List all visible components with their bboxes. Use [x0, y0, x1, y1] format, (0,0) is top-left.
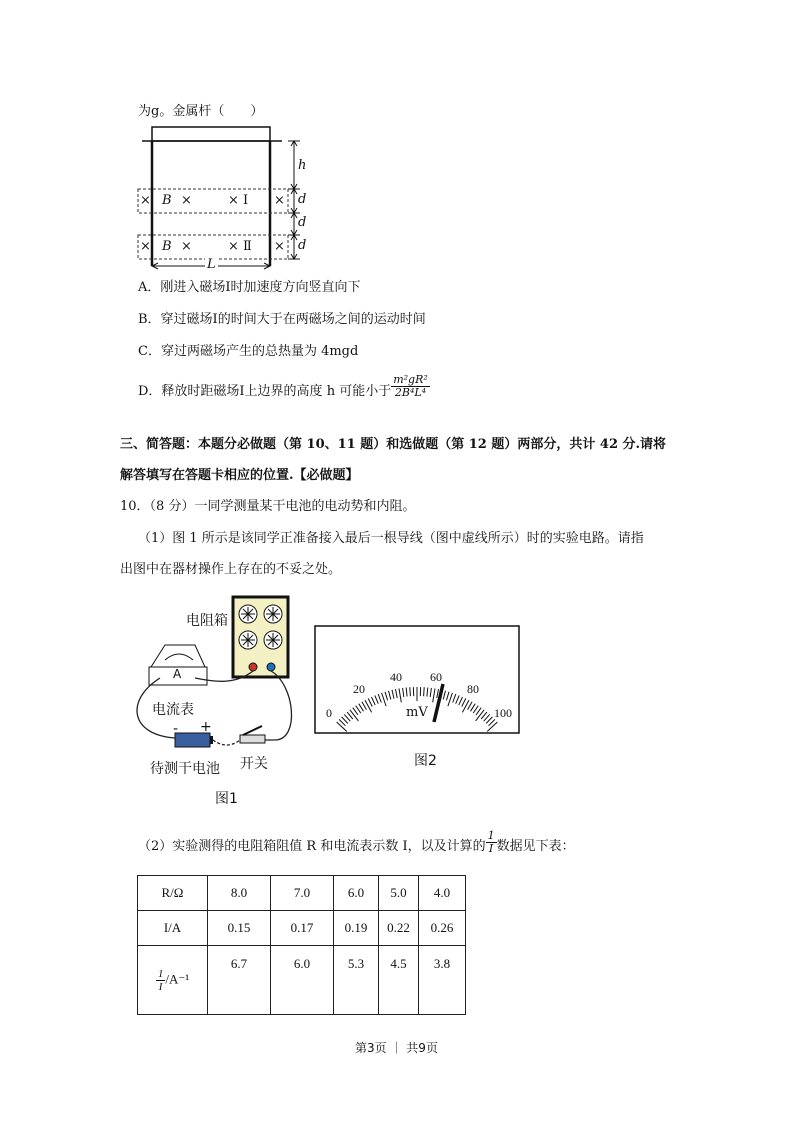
metal-bar: [152, 127, 270, 141]
row-label: I/A: [138, 911, 208, 946]
dial-tick-label: 60: [430, 670, 442, 684]
q10-part2-prefix: （2）实验测得的电阻箱阻值 R 和电流表示数 I，以及计算的: [138, 839, 486, 854]
data-table: [137, 875, 466, 1015]
row-label: $\frac{1}{I}$ /A⁻¹: [138, 946, 208, 1015]
section-heading-line1: 三、简答题：本题分必做题（第 10、11 题）和选做题（第 12 题）两部分，共计 42 分.请将: [120, 437, 667, 452]
table-cell: 0.19: [334, 911, 379, 946]
table-cell: 5.3: [334, 946, 379, 1015]
table-cell: 0.15: [208, 911, 271, 946]
q10-part2: [138, 829, 575, 856]
battery-plus: +: [200, 719, 212, 735]
label-d1: d: [298, 192, 307, 207]
table-row-R: [138, 876, 466, 911]
switch-label: 开关: [240, 756, 268, 772]
q10-part1-line1: （1）图 1 所示是该同学正准备接入最后一根导线（图中虚线所示）时的实验电路。请指: [138, 531, 644, 546]
option-D[interactable]: [138, 373, 430, 401]
dial-tick-label: 0: [326, 706, 332, 720]
table-cell: 6.0: [271, 946, 334, 1015]
table-cell: 8.0: [208, 876, 271, 911]
battery-minus: -: [173, 721, 179, 737]
dial-tick-label: 20: [353, 682, 365, 696]
figure2-caption: 图2: [414, 753, 437, 769]
option-B[interactable]: B．穿过磁场Ⅰ的时间大于在两磁场之间的运动时间: [138, 312, 426, 327]
figure1-caption: 图1: [215, 791, 238, 807]
table-cell: 0.17: [271, 911, 334, 946]
dial-tick: [424, 687, 425, 696]
row-label: R/Ω: [138, 876, 208, 911]
q10-part1-line2: 出图中在器材操作上存在的不妥之处。: [120, 562, 342, 577]
intro-line: 为g。金属杆（ ）: [138, 104, 264, 119]
field2-label: × Ⅱ: [228, 239, 252, 254]
table-cell: 0.26: [419, 911, 466, 946]
battery-label: 待测干电池: [150, 761, 220, 777]
field1-cross-mid: ×: [181, 193, 192, 208]
battery: [175, 733, 210, 747]
ammeter-label: 电流表: [152, 702, 194, 718]
option-C[interactable]: C．穿过两磁场产生的总热量为 4mgd: [138, 344, 359, 359]
table-cell: 4.5: [379, 946, 419, 1015]
table-cell: 6.7: [208, 946, 271, 1015]
field1-B: B: [162, 193, 172, 208]
label-L: L: [207, 257, 216, 272]
table-cell: 3.8: [419, 946, 466, 1015]
option-A[interactable]: A．刚进入磁场Ⅰ时加速度方向竖直向下: [138, 280, 361, 295]
table-row-inverse-I: [138, 946, 466, 1015]
dial-tick: [410, 687, 411, 696]
ammeter: [151, 645, 205, 667]
field1-label: × Ⅰ: [228, 193, 249, 208]
q10-part2-suffix: 数据见下表：: [496, 839, 575, 854]
label-d3: d: [298, 238, 307, 253]
table-cell: 7.0: [271, 876, 334, 911]
table-row-I: [138, 911, 466, 946]
label-d2: d: [298, 215, 307, 230]
section-heading-line2: 解答填写在答题卡相应的位置.【必做题】: [120, 468, 359, 483]
field1-cross-left: ×: [140, 193, 151, 208]
rail-field-figure: [130, 120, 320, 275]
field1-cross-right: ×: [274, 193, 285, 208]
table-cell: 0.22: [379, 911, 419, 946]
field-region-1: [138, 189, 288, 213]
field2-cross-left: ×: [140, 239, 151, 254]
label-h: h: [298, 158, 307, 173]
field2-cross-right: ×: [274, 239, 285, 254]
field2-B: B: [162, 239, 172, 254]
q10-stem: 10．（8 分）一同学测量某干电池的电动势和内阻。: [120, 499, 416, 514]
switch: [240, 735, 265, 743]
table-cell: 5.0: [379, 876, 419, 911]
resistor-box-label: 电阻箱: [186, 613, 228, 629]
field2-cross-mid: ×: [181, 239, 192, 254]
ammeter-symbol: A: [173, 667, 182, 681]
dial-tick-label: 40: [390, 670, 402, 684]
dial-tick-label: 80: [467, 682, 479, 696]
dial-tick-label: 100: [494, 706, 512, 720]
page-footer: 第3页 ｜ 共9页: [355, 1041, 438, 1055]
option-D-text: D．释放时距磁场Ⅰ上边界的高度 h 可能小于: [138, 384, 392, 399]
table-cell: 6.0: [334, 876, 379, 911]
option-D-fraction: $\frac{\text{m²gR²}}{\text{2B⁴L⁴}}$: [393, 373, 428, 399]
table-cell: 4.0: [419, 876, 466, 911]
q10-part2-fraction: $\frac{1}{I}$: [487, 829, 495, 855]
dial-unit: mV: [406, 705, 428, 720]
